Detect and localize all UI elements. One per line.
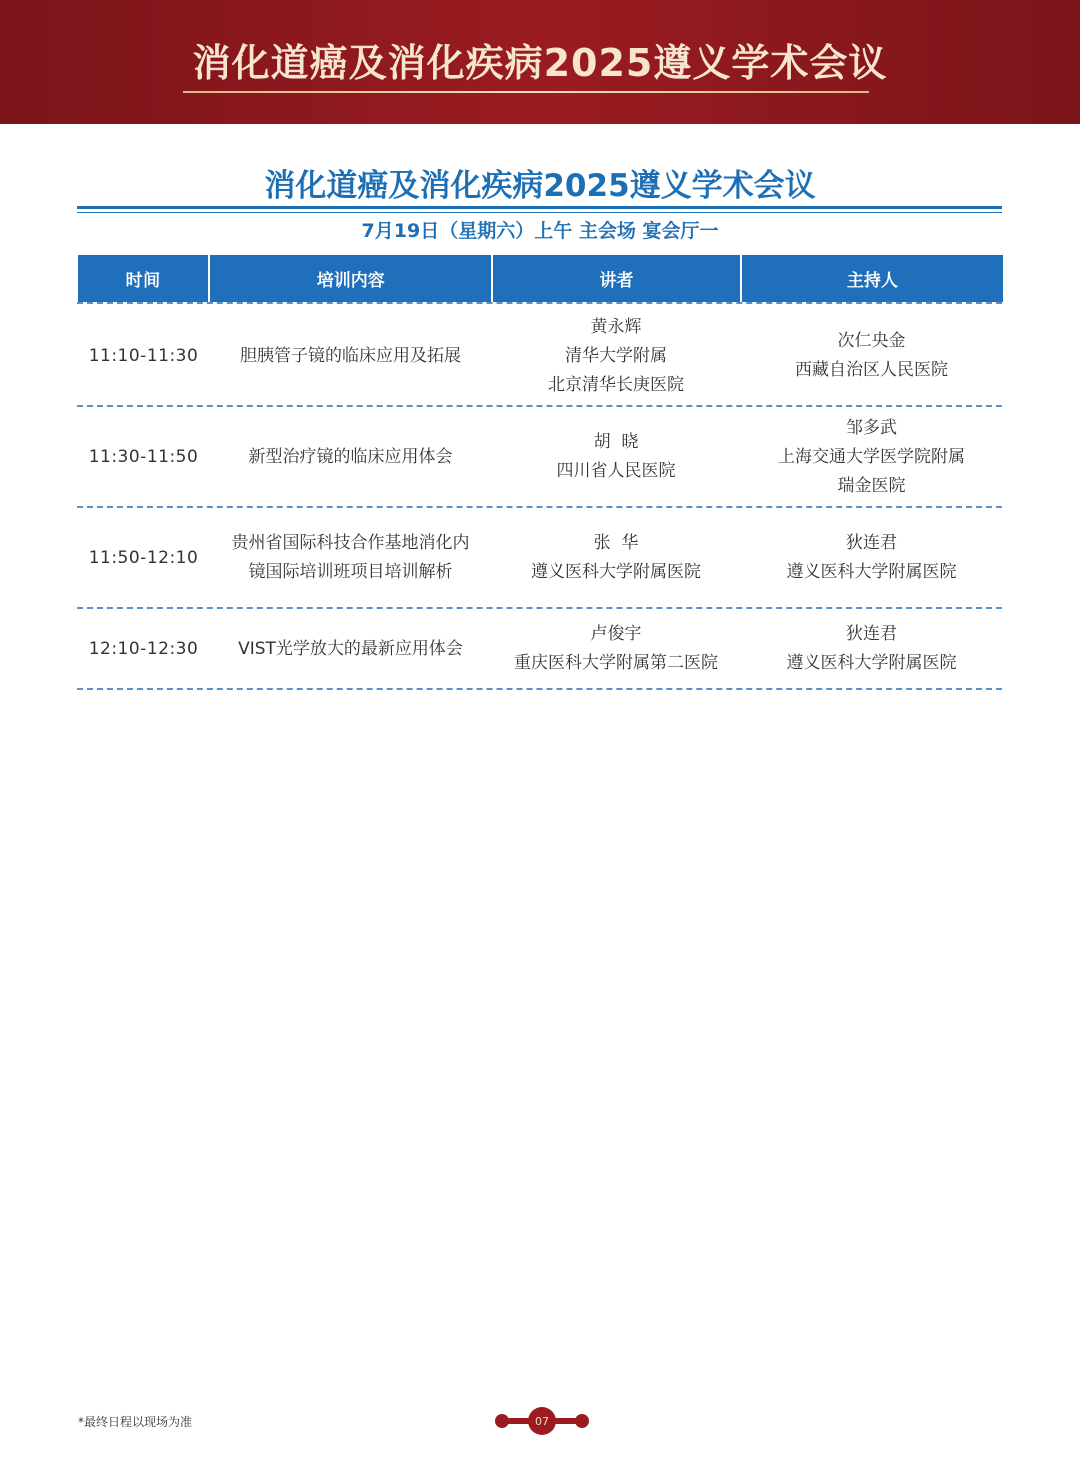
header-speaker: 讲者 (493, 255, 739, 302)
speaker-affiliation: 北京清华长庚医院 (548, 374, 684, 395)
host-affiliation: 遵义医科大学附属医院 (786, 562, 957, 582)
cell-time: 11:30-11:50 (88, 446, 199, 467)
speaker-name: 张 华 (593, 533, 639, 553)
schedule-table-header (78, 255, 1003, 302)
speaker-name: 胡 晓 (593, 432, 639, 452)
header-topic: 培训内容 (210, 255, 491, 302)
topic-line: 胆胰管子镜的临床应用及拓展 (240, 345, 461, 366)
host-name: 狄连君 (846, 533, 897, 553)
cell-speaker (492, 313, 740, 400)
cell-host (740, 529, 1003, 587)
banner-underline (183, 91, 869, 93)
cell-host (740, 414, 1003, 501)
row-divider (77, 688, 1002, 690)
speaker-name: 卢俊宇 (590, 624, 642, 644)
ornament-dot-left (495, 1414, 509, 1428)
cell-topic (209, 342, 492, 371)
ornament-dot-right (575, 1414, 589, 1428)
cell-host (740, 327, 1003, 385)
table-row (78, 508, 1003, 608)
cell-time: 11:10-11:30 (88, 345, 199, 366)
table-row (78, 609, 1003, 689)
cell-time: 11:50-12:10 (88, 547, 199, 568)
host-affiliation: 瑞金医院 (837, 475, 906, 496)
host-affiliation: 西藏自治区人民医院 (795, 360, 948, 380)
header-host: 主持人 (742, 255, 1003, 302)
title-rule-thick (77, 206, 1002, 209)
speaker-name: 黄永辉 (590, 316, 642, 337)
speaker-affiliation: 遵义医科大学附属医院 (531, 562, 701, 582)
cell-host (740, 620, 1003, 678)
speaker-affiliation: 四川省人民医院 (556, 461, 676, 481)
host-affiliation: 上海交通大学医学院附属 (778, 446, 965, 467)
host-affiliation: 遵义医科大学附属医院 (786, 653, 957, 673)
banner-title: 消化道癌及消化疾病2025遵义学术会议 (192, 41, 888, 85)
cell-topic (209, 443, 492, 472)
top-banner (0, 0, 1080, 124)
footnote: *最终日程以现场为准 (78, 1415, 193, 1429)
cell-topic (209, 529, 492, 587)
cell-speaker (492, 428, 740, 486)
host-name: 次仁央金 (837, 331, 906, 351)
host-name: 狄连君 (846, 624, 897, 644)
table-row (78, 306, 1003, 406)
table-row (78, 407, 1003, 507)
session-subtitle: 7月19日（星期六）上午 主会场 宴会厅一 (361, 220, 719, 242)
topic-line: 镜国际培训班项目培训解析 (248, 562, 453, 582)
cell-time: 12:10-12:30 (88, 638, 199, 659)
topic-line: 新型治疗镜的临床应用体会 (248, 446, 453, 467)
speaker-affiliation: 重庆医科大学附属第二医院 (514, 653, 718, 673)
topic-line: VIST光学放大的最新应用体会 (238, 638, 463, 659)
document-title: 消化道癌及消化疾病2025遵义学术会议 (264, 168, 816, 204)
page-number: 07 (528, 1407, 556, 1435)
cell-speaker (492, 620, 740, 678)
speaker-affiliation: 清华大学附属 (565, 345, 667, 366)
cell-speaker (492, 529, 740, 587)
header-time: 时间 (78, 255, 208, 302)
cell-topic (209, 635, 492, 664)
topic-line: 贵州省国际科技合作基地消化内 (231, 533, 470, 553)
page-number-ornament (495, 1407, 589, 1435)
host-name: 邹多武 (846, 417, 897, 438)
title-rule-thin (77, 212, 1002, 213)
row-divider (77, 302, 1002, 304)
